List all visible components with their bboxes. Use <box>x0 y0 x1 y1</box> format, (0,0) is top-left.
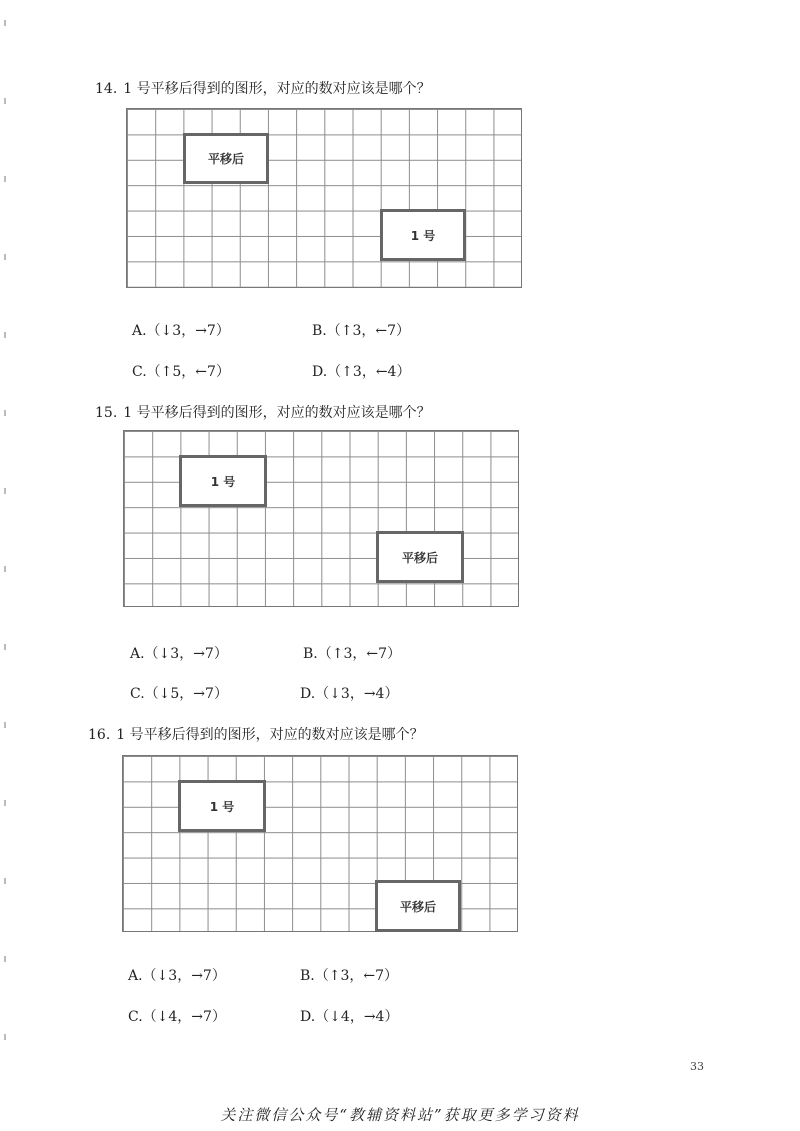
option-15-b[interactable]: B.（↑3，←7） <box>303 646 402 662</box>
option-16-c[interactable]: C.（↓4，→7） <box>128 1009 226 1025</box>
option-16-b[interactable]: B.（↑3，←7） <box>300 968 399 984</box>
question-16-prompt <box>88 724 424 744</box>
option-15-d[interactable]: D.（↓3，→4） <box>300 686 399 702</box>
grid-15 <box>123 430 519 607</box>
footer-note: 关注微信公众号“教辅资料站”获取更多学习资料 <box>220 1106 580 1124</box>
shape-translated: 平移后 <box>376 531 464 583</box>
option-16-a[interactable]: A.（↓3，→7） <box>128 968 226 984</box>
option-14-b[interactable]: B.（↑3，←7） <box>312 323 411 339</box>
option-15-c[interactable]: C.（↓5，→7） <box>130 686 228 702</box>
option-16-d[interactable]: D.（↓4，→4） <box>300 1009 399 1025</box>
option-14-d[interactable]: D.（↑3，←4） <box>312 364 411 380</box>
binding-margin <box>4 20 6 1100</box>
grid-16 <box>122 755 518 932</box>
grid-14 <box>126 108 522 288</box>
option-15-a[interactable]: A.（↓3，→7） <box>130 646 228 662</box>
question-text: 1 号平移后得到的图形，对应的数对应该是哪个？ <box>116 727 424 743</box>
shape-original: 1 号 <box>179 455 267 507</box>
question-number: 14. <box>95 81 118 97</box>
question-number: 15. <box>95 405 118 421</box>
option-14-c[interactable]: C.（↑5，←7） <box>132 364 230 380</box>
question-text: 1 号平移后得到的图形，对应的数对应该是哪个？ <box>123 405 431 421</box>
question-number: 16. <box>88 727 111 743</box>
shape-translated: 平移后 <box>183 133 269 184</box>
shape-original: 1 号 <box>178 780 266 832</box>
question-text: 1 号平移后得到的图形，对应的数对应该是哪个？ <box>123 81 431 97</box>
page-number: 33 <box>690 1060 704 1073</box>
shape-translated: 平移后 <box>375 880 461 932</box>
option-14-a[interactable]: A.（↓3，→7） <box>132 323 230 339</box>
shape-original: 1 号 <box>380 209 466 261</box>
question-15-prompt <box>95 402 431 422</box>
question-14-prompt <box>95 78 431 98</box>
